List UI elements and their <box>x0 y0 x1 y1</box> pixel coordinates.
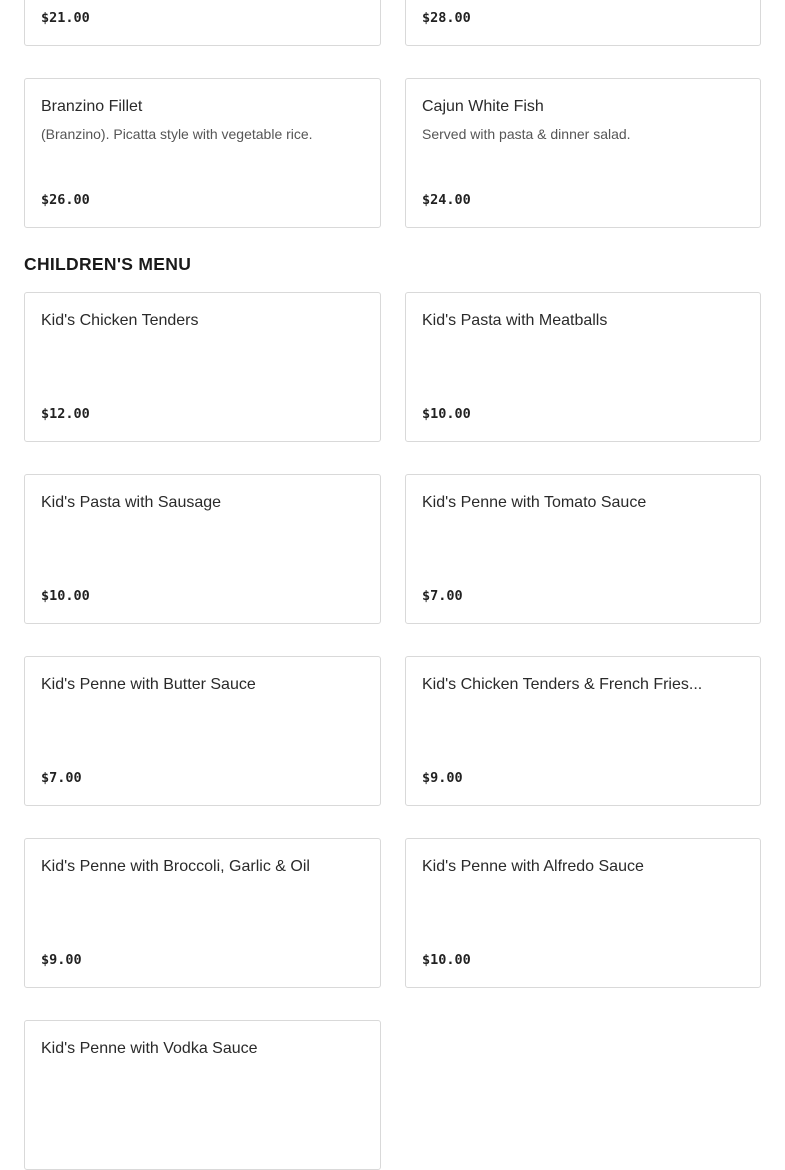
menu-item-card[interactable] <box>405 0 761 46</box>
item-price: $9.00 <box>41 952 82 968</box>
item-price: $7.00 <box>41 770 82 786</box>
item-description: Served with pasta & dinner salad. <box>422 126 631 142</box>
item-name: Kid's Penne with Vodka Sauce <box>41 1040 258 1057</box>
menu-item-card-kids-penne-butter[interactable] <box>24 656 381 806</box>
item-price: $10.00 <box>422 406 471 422</box>
menu-item-card-kids-pasta-sausage[interactable] <box>24 474 381 624</box>
menu-item-card[interactable] <box>24 0 381 46</box>
section-title-childrens-menu: CHILDREN'S MENU <box>24 254 192 274</box>
item-price: $12.00 <box>41 406 90 422</box>
item-price: $24.00 <box>422 192 471 208</box>
menu-item-card-kids-penne-tomato[interactable] <box>405 474 761 624</box>
item-name: Kid's Penne with Tomato Sauce <box>422 494 647 511</box>
menu-item-card-kids-pasta-meatballs[interactable] <box>405 292 761 442</box>
menu-item-card-kids-penne-vodka[interactable] <box>24 1020 381 1170</box>
item-price: $28.00 <box>422 10 471 26</box>
item-description: (Branzino). Picatta style with vegetable rice. <box>41 126 313 142</box>
item-name: Kid's Pasta with Sausage <box>41 494 222 511</box>
menu-item-card-kids-chicken-tenders-fries[interactable] <box>405 656 761 806</box>
item-name: Branzino Fillet <box>41 98 143 115</box>
menu-item-card-kids-penne-alfredo[interactable] <box>405 838 761 988</box>
menu-item-card-kids-penne-broccoli[interactable] <box>24 838 381 988</box>
menu-item-card-branzino-fillet[interactable] <box>24 78 381 228</box>
menu-item-card-cajun-white-fish[interactable] <box>405 78 761 228</box>
item-price: $26.00 <box>41 192 90 208</box>
item-price: $10.00 <box>422 952 471 968</box>
menu-item-card-kids-chicken-tenders[interactable] <box>24 292 381 442</box>
item-name: Kid's Pasta with Meatballs <box>422 312 608 329</box>
item-name: Cajun White Fish <box>422 98 544 115</box>
item-price: $10.00 <box>41 588 90 604</box>
item-price: $7.00 <box>422 588 463 604</box>
item-price: $9.00 <box>422 770 463 786</box>
item-name: Kid's Penne with Butter Sauce <box>41 676 256 693</box>
item-name: Kid's Chicken Tenders & French Fries... <box>422 676 703 693</box>
item-name: Kid's Chicken Tenders <box>41 312 199 329</box>
item-name: Kid's Penne with Alfredo Sauce <box>422 858 644 875</box>
item-price: $21.00 <box>41 10 90 26</box>
item-name: Kid's Penne with Broccoli, Garlic & Oil <box>41 858 310 875</box>
